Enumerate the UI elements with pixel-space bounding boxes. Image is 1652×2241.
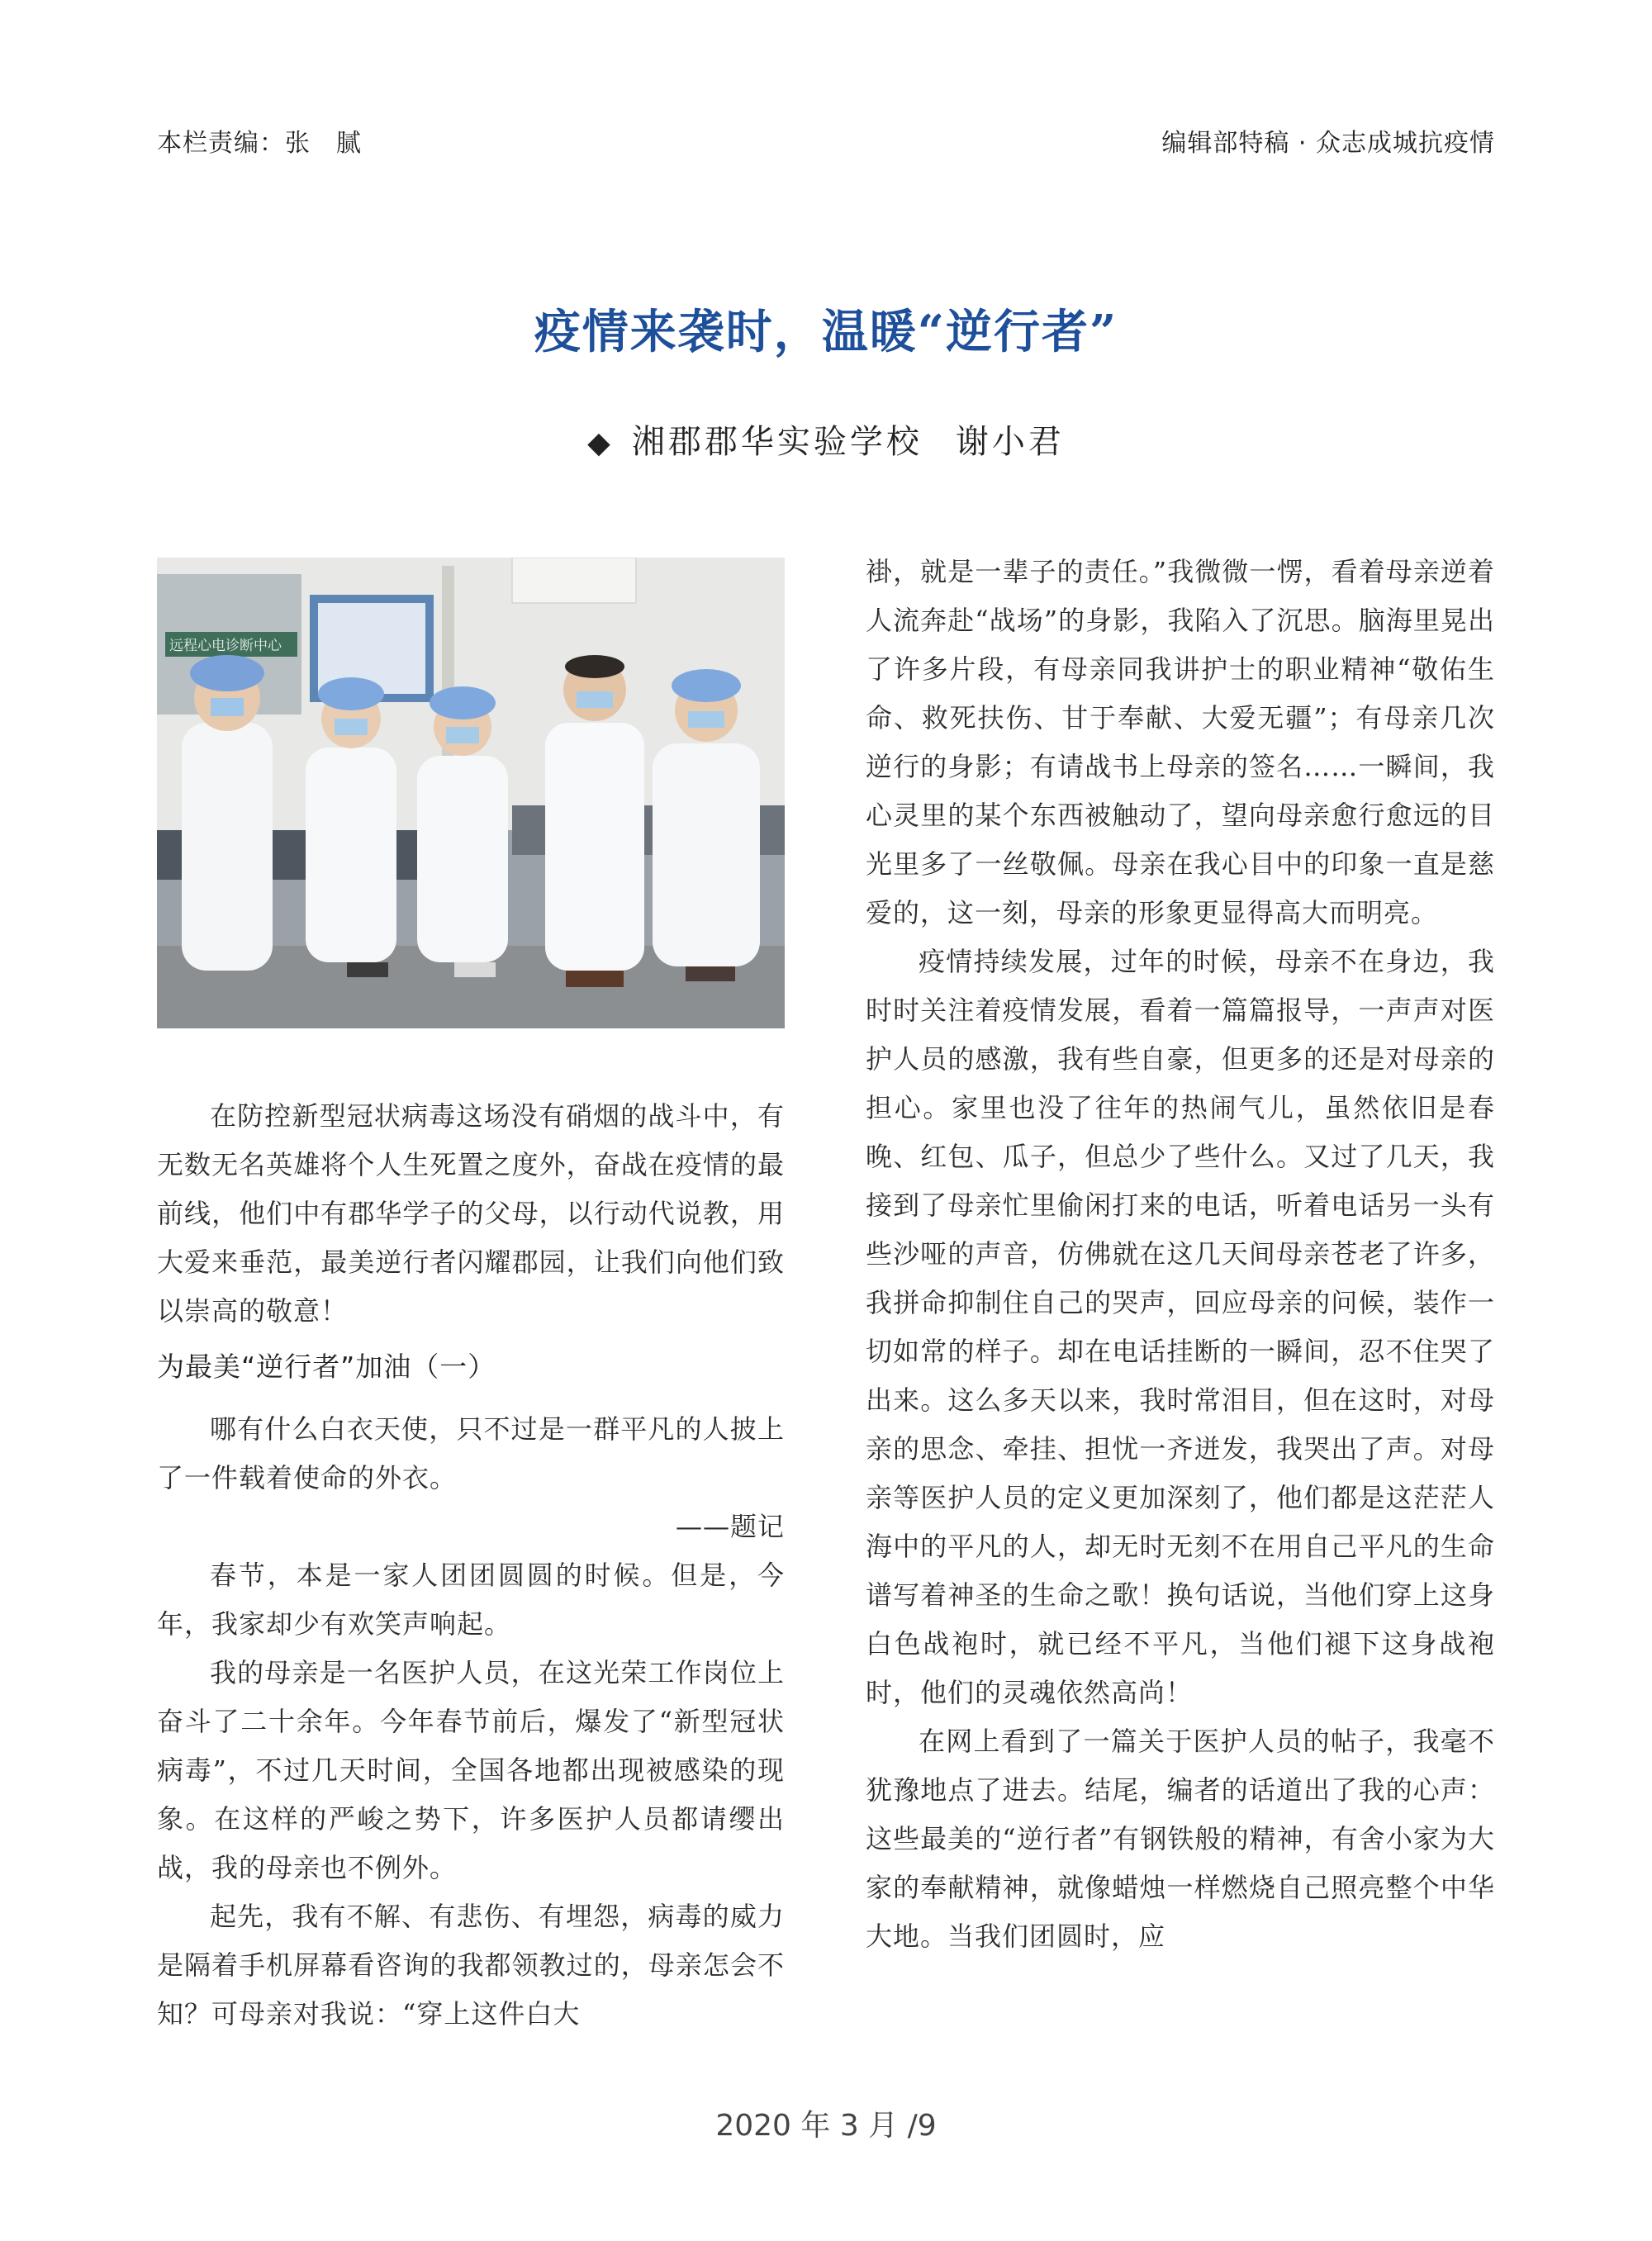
section-subheading: 为最美“逆行者”加油（一） — [157, 1351, 496, 1383]
article-photo — [157, 558, 785, 1028]
article-title: 疫情来袭时，温暖“逆行者” — [534, 305, 1118, 359]
right-column — [866, 548, 1495, 1961]
editor-credit: 本栏责编：张 腻 — [157, 129, 362, 158]
epigraph-signature: ——题记 — [675, 1511, 785, 1542]
intro-paragraph: 在防控新型冠状病毒这场没有硝烟的战斗中，有无数无名英雄将个人生死置之度外，奋战在疫情的最前线，他们中有郡华学子的父母，以行动代说教，用大爱来垂范，最美逆行者闪耀郡园，让我们向他们致以崇高的敬意！ — [157, 1100, 785, 1327]
byline-author: 谢小君 — [955, 423, 1065, 461]
body-paragraph: 起先，我有不解、有悲伤、有埋怨，病毒的威力是隔着手机屏幕看咨询的我都领教过的，母亲怎会不知？可母亲对我说：“穿上这件白大 — [157, 1901, 785, 2030]
body-paragraph: 褂，就是一辈子的责任。”我微微一愣，看着母亲逆着人流奔赴“战场”的身影，我陷入了沉思。脑海里晃出了许多片段，有母亲同我讲护士的职业精神“敬佑生命、救死扶伤、甘于奉献、大爱无疆”；有母亲几次逆行的身影；有请战书上母亲的签名……一瞬间，我心灵里的某个东西被触动了，望向母亲愈行愈远的目光里多了一丝敬佩。母亲在我心目中的印象一直是慈爱的，这一刻，母亲的形象更显得高大而明亮。 — [866, 556, 1495, 928]
body-paragraph: 我的母亲是一名医护人员，在这光荣工作岗位上奋斗了二十余年。今年春节前后，爆发了“新型冠状病毒”，不过几天时间，全国各地都出现被感染的现象。在这样的严峻之势下，许多医护人员都请缨出战，我的母亲也不例外。 — [157, 1657, 785, 1883]
byline-school: 湘郡郡华实验学校 — [631, 423, 923, 461]
left-column — [157, 1092, 785, 2039]
photo-sign-text: 远程心电诊断中心 — [169, 638, 282, 654]
body-paragraph: 在网上看到了一篇关于医护人员的帖子，我毫不犹豫地点了进去。结尾，编者的话道出了我的心声：这些最美的“逆行者”有钢铁般的精神，有舍小家为大家的奉献精神，就像蜡烛一样燃烧自己照亮整个中华大地。当我们团圆时，应 — [866, 1726, 1495, 1952]
body-paragraph: 疫情持续发展，过年的时候，母亲不在身边，我时时关注着疫情发展，看着一篇篇报导，一声声对医护人员的感激，我有些自豪，但更多的还是对母亲的担心。家里也没了往年的热闹气儿，虽然依旧是春晚、红包、瓜子，但总少了些什么。又过了几天，我接到了母亲忙里偷闲打来的电话，听着电话另一头有些沙哑的声音，仿佛就在这几天间母亲苍老了许多，我拼命抑制住自己的哭声，回应母亲的问候，装作一切如常的样子。却在电话挂断的一瞬间，忍不住哭了出来。这么多天以来，我时常泪目，但在这时，对母亲的思念、牵挂、担忧一齐迸发，我哭出了声。对母亲等医护人员的定义更加深刻了，他们都是这茫茫人海中的平凡的人，却无时无刻不在用自己平凡的生命谱写着神圣的生命之歌！换句话说，当他们穿上这身白色战袍时，就已经不平凡，当他们褪下这身战袍时，他们的灵魂依然高尚！ — [866, 946, 1495, 1708]
epigraph: 哪有什么白衣天使，只不过是一群平凡的人披上了一件载着使命的外衣。 — [157, 1413, 785, 1493]
body-paragraph: 春节，本是一家人团团圆圆的时候。但是，今年，我家却少有欢笑声响起。 — [157, 1560, 785, 1640]
byline — [0, 415, 1652, 463]
page-footer: 2020 年 3 月 /9 — [715, 2109, 937, 2143]
section-label: 编辑部特稿 · 众志成城抗疫情 — [1161, 129, 1495, 158]
diamond-icon: ◆ — [587, 426, 614, 460]
